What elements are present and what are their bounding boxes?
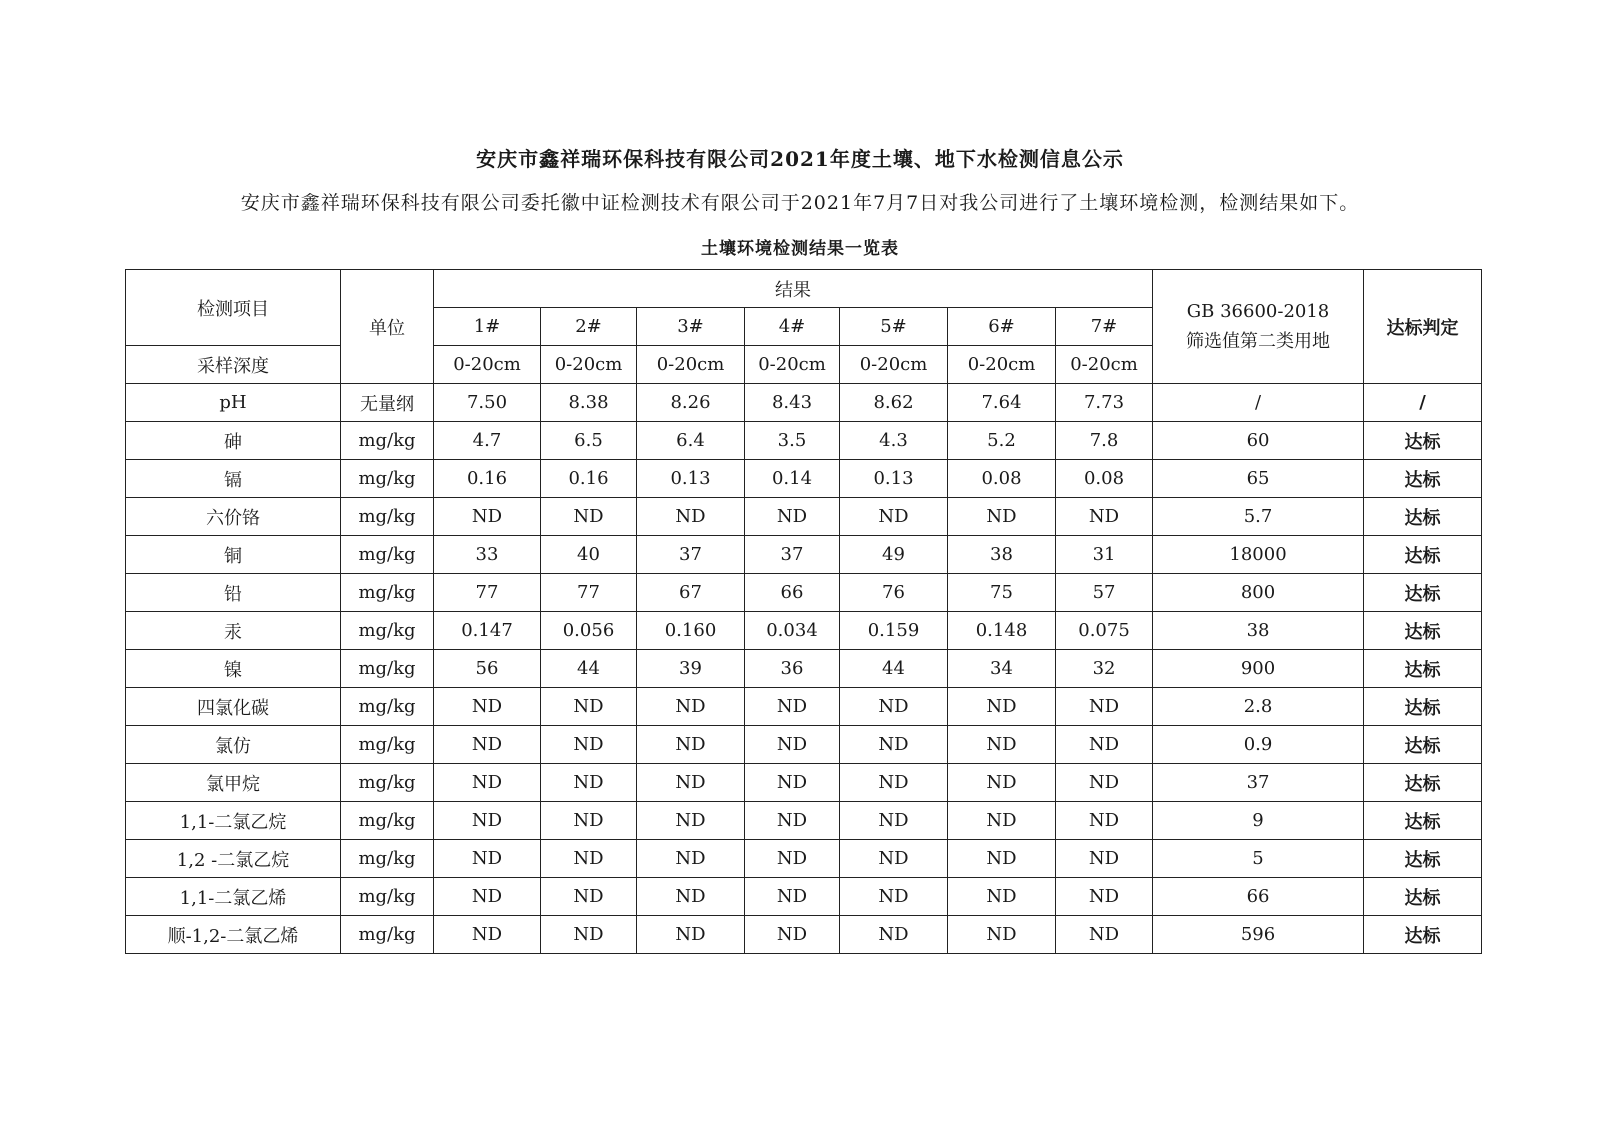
unit-cell: mg/kg (341, 422, 434, 460)
value-cell: 6.5 (541, 422, 637, 460)
value-cell: ND (434, 726, 541, 764)
value-cell: 0.14 (745, 460, 840, 498)
value-cell: 77 (434, 574, 541, 612)
unit-cell: mg/kg (341, 916, 434, 954)
value-cell: 39 (637, 650, 745, 688)
table-row (126, 916, 1482, 954)
value-cell: ND (840, 498, 948, 536)
judgement-cell: 达标 (1364, 422, 1482, 460)
value-cell: ND (541, 498, 637, 536)
header-standard-line2: 筛选值第二类用地 (1186, 330, 1331, 352)
unit-cell: mg/kg (341, 764, 434, 802)
value-cell: 0.034 (745, 612, 840, 650)
value-cell: 57 (1056, 574, 1153, 612)
value-cell: ND (1056, 802, 1153, 840)
standard-cell: 2.8 (1153, 688, 1364, 726)
value-cell: 0.08 (1056, 460, 1153, 498)
value-cell: 31 (1056, 536, 1153, 574)
value-cell: ND (745, 840, 840, 878)
value-cell: 67 (637, 574, 745, 612)
value-cell: ND (948, 764, 1056, 802)
item-cell: 氯仿 (126, 726, 341, 764)
value-cell: ND (637, 916, 745, 954)
value-cell: ND (434, 840, 541, 878)
value-cell: ND (541, 764, 637, 802)
depth-cell: 0-20cm (637, 346, 745, 384)
value-cell: 0.159 (840, 612, 948, 650)
value-cell: ND (745, 726, 840, 764)
value-cell: ND (434, 878, 541, 916)
table-row (126, 460, 1482, 498)
table-row (126, 574, 1482, 612)
value-cell: 44 (541, 650, 637, 688)
value-cell: ND (745, 498, 840, 536)
table-row (126, 878, 1482, 916)
value-cell: ND (434, 688, 541, 726)
value-cell: 36 (745, 650, 840, 688)
value-cell: 8.38 (541, 384, 637, 422)
value-cell: 4.3 (840, 422, 948, 460)
sample-header: 2# (541, 308, 637, 346)
value-cell: ND (541, 916, 637, 954)
unit-cell: mg/kg (341, 688, 434, 726)
value-cell: 0.160 (637, 612, 745, 650)
unit-cell: mg/kg (341, 802, 434, 840)
value-cell: 0.13 (840, 460, 948, 498)
table-row (126, 536, 1482, 574)
value-cell: ND (1056, 764, 1153, 802)
value-cell: 66 (745, 574, 840, 612)
item-cell: 1,2 -二氯乙烷 (126, 840, 341, 878)
table-row (126, 612, 1482, 650)
value-cell: 37 (637, 536, 745, 574)
unit-cell: mg/kg (341, 840, 434, 878)
item-cell: 氯甲烷 (126, 764, 341, 802)
value-cell: ND (948, 802, 1056, 840)
value-cell: 7.73 (1056, 384, 1153, 422)
value-cell: 7.50 (434, 384, 541, 422)
standard-cell: 596 (1153, 916, 1364, 954)
standard-cell: 18000 (1153, 536, 1364, 574)
unit-cell: mg/kg (341, 726, 434, 764)
unit-cell: mg/kg (341, 574, 434, 612)
judgement-cell: 达标 (1364, 802, 1482, 840)
standard-cell: 38 (1153, 612, 1364, 650)
value-cell: 32 (1056, 650, 1153, 688)
value-cell: ND (948, 840, 1056, 878)
table-row (126, 498, 1482, 536)
value-cell: 33 (434, 536, 541, 574)
table-row (126, 802, 1482, 840)
value-cell: 37 (745, 536, 840, 574)
header-judgement: 达标判定 (1364, 270, 1482, 384)
depth-cell: 0-20cm (434, 346, 541, 384)
header-results: 结果 (434, 270, 1153, 308)
header-standard (1153, 270, 1364, 384)
value-cell: ND (948, 688, 1056, 726)
standard-cell: 0.9 (1153, 726, 1364, 764)
value-cell: ND (840, 688, 948, 726)
value-cell: ND (541, 878, 637, 916)
sample-header: 6# (948, 308, 1056, 346)
value-cell: 4.7 (434, 422, 541, 460)
results-table (125, 269, 1482, 954)
value-cell: 38 (948, 536, 1056, 574)
value-cell: 40 (541, 536, 637, 574)
value-cell: 44 (840, 650, 948, 688)
item-cell: 铅 (126, 574, 341, 612)
value-cell: ND (434, 802, 541, 840)
item-cell: 顺-1,2-二氯乙烯 (126, 916, 341, 954)
value-cell: ND (541, 688, 637, 726)
header-standard-line1: GB 36600-2018 (1186, 300, 1330, 322)
value-cell: ND (1056, 840, 1153, 878)
value-cell: 0.16 (541, 460, 637, 498)
standard-cell: 37 (1153, 764, 1364, 802)
value-cell: ND (840, 802, 948, 840)
value-cell: 8.26 (637, 384, 745, 422)
sample-header: 5# (840, 308, 948, 346)
item-cell: 铜 (126, 536, 341, 574)
judgement-cell: 达标 (1364, 574, 1482, 612)
value-cell: 75 (948, 574, 1056, 612)
value-cell: ND (745, 878, 840, 916)
value-cell: 34 (948, 650, 1056, 688)
value-cell: 0.13 (637, 460, 745, 498)
unit-cell: mg/kg (341, 498, 434, 536)
table-row (126, 726, 1482, 764)
header-unit: 单位 (341, 270, 434, 384)
judgement-cell: 达标 (1364, 878, 1482, 916)
sample-header: 3# (637, 308, 745, 346)
item-cell: 1,1-二氯乙烷 (126, 802, 341, 840)
table-row (126, 650, 1482, 688)
value-cell: ND (637, 498, 745, 536)
judgement-cell: 达标 (1364, 612, 1482, 650)
value-cell: ND (1056, 498, 1153, 536)
table-row (126, 422, 1482, 460)
value-cell: ND (840, 916, 948, 954)
value-cell: ND (840, 726, 948, 764)
item-cell: 四氯化碳 (126, 688, 341, 726)
value-cell: ND (745, 802, 840, 840)
value-cell: 6.4 (637, 422, 745, 460)
standard-cell: 5.7 (1153, 498, 1364, 536)
value-cell: ND (1056, 726, 1153, 764)
value-cell: ND (745, 764, 840, 802)
table-row (126, 764, 1482, 802)
judgement-cell: 达标 (1364, 840, 1482, 878)
judgement-cell: 达标 (1364, 650, 1482, 688)
table-row (126, 384, 1482, 422)
value-cell: 5.2 (948, 422, 1056, 460)
depth-cell: 0-20cm (745, 346, 840, 384)
judgement-cell: 达标 (1364, 536, 1482, 574)
unit-cell: 无量纲 (341, 384, 434, 422)
value-cell: ND (541, 840, 637, 878)
judgement-cell: 达标 (1364, 916, 1482, 954)
value-cell: 0.148 (948, 612, 1056, 650)
standard-cell: 9 (1153, 802, 1364, 840)
item-cell: 镉 (126, 460, 341, 498)
value-cell: 0.08 (948, 460, 1056, 498)
value-cell: 8.43 (745, 384, 840, 422)
judgement-cell: 达标 (1364, 460, 1482, 498)
depth-cell: 0-20cm (1056, 346, 1153, 384)
value-cell: 0.16 (434, 460, 541, 498)
judgement-cell: 达标 (1364, 726, 1482, 764)
standard-cell: 65 (1153, 460, 1364, 498)
value-cell: 3.5 (745, 422, 840, 460)
value-cell: 0.147 (434, 612, 541, 650)
judgement-cell: / (1364, 384, 1482, 422)
value-cell: ND (434, 916, 541, 954)
value-cell: 7.8 (1056, 422, 1153, 460)
item-cell: 六价铬 (126, 498, 341, 536)
value-cell: ND (745, 916, 840, 954)
item-cell: 1,1-二氯乙烯 (126, 878, 341, 916)
intro-paragraph: 安庆市鑫祥瑞环保科技有限公司委托徽中证检测技术有限公司于2021年7月7日对我公司进行了土壤环境检测，检测结果如下。 (240, 192, 1360, 214)
value-cell: ND (434, 764, 541, 802)
value-cell: ND (840, 840, 948, 878)
sample-header: 7# (1056, 308, 1153, 346)
results-table-body (126, 270, 1482, 954)
header-row-1 (126, 270, 1482, 308)
value-cell: ND (637, 840, 745, 878)
value-cell: ND (434, 498, 541, 536)
standard-cell: 60 (1153, 422, 1364, 460)
value-cell: ND (948, 498, 1056, 536)
value-cell: 0.056 (541, 612, 637, 650)
value-cell: ND (541, 726, 637, 764)
sample-header: 4# (745, 308, 840, 346)
document-title: 安庆市鑫祥瑞环保科技有限公司2021年度土壤、地下水检测信息公示 (476, 147, 1124, 171)
value-cell: ND (948, 726, 1056, 764)
value-cell: ND (948, 916, 1056, 954)
value-cell: ND (1056, 878, 1153, 916)
standard-cell: 900 (1153, 650, 1364, 688)
value-cell: 76 (840, 574, 948, 612)
item-cell: 汞 (126, 612, 341, 650)
sample-header: 1# (434, 308, 541, 346)
value-cell: ND (745, 688, 840, 726)
value-cell: 0.075 (1056, 612, 1153, 650)
value-cell: 56 (434, 650, 541, 688)
table-caption: 土壤环境检测结果一览表 (701, 239, 899, 259)
unit-cell: mg/kg (341, 460, 434, 498)
standard-cell: / (1153, 384, 1364, 422)
unit-cell: mg/kg (341, 878, 434, 916)
header-item: 检测项目 (126, 270, 341, 346)
standard-cell: 5 (1153, 840, 1364, 878)
value-cell: 49 (840, 536, 948, 574)
value-cell: ND (637, 802, 745, 840)
value-cell: ND (1056, 688, 1153, 726)
value-cell: 77 (541, 574, 637, 612)
judgement-cell: 达标 (1364, 764, 1482, 802)
unit-cell: mg/kg (341, 612, 434, 650)
standard-cell: 66 (1153, 878, 1364, 916)
value-cell: ND (637, 878, 745, 916)
depth-cell: 0-20cm (840, 346, 948, 384)
table-row (126, 688, 1482, 726)
value-cell: ND (637, 688, 745, 726)
value-cell: ND (840, 764, 948, 802)
item-cell: 镍 (126, 650, 341, 688)
value-cell: ND (840, 878, 948, 916)
value-cell: ND (637, 726, 745, 764)
item-cell: pH (126, 384, 341, 422)
header-depth-label: 采样深度 (126, 346, 341, 384)
value-cell: 8.62 (840, 384, 948, 422)
unit-cell: mg/kg (341, 536, 434, 574)
depth-cell: 0-20cm (948, 346, 1056, 384)
table-row (126, 840, 1482, 878)
value-cell: ND (1056, 916, 1153, 954)
depth-cell: 0-20cm (541, 346, 637, 384)
item-cell: 砷 (126, 422, 341, 460)
unit-cell: mg/kg (341, 650, 434, 688)
standard-cell: 800 (1153, 574, 1364, 612)
value-cell: ND (541, 802, 637, 840)
value-cell: 7.64 (948, 384, 1056, 422)
judgement-cell: 达标 (1364, 688, 1482, 726)
value-cell: ND (637, 764, 745, 802)
value-cell: ND (948, 878, 1056, 916)
judgement-cell: 达标 (1364, 498, 1482, 536)
